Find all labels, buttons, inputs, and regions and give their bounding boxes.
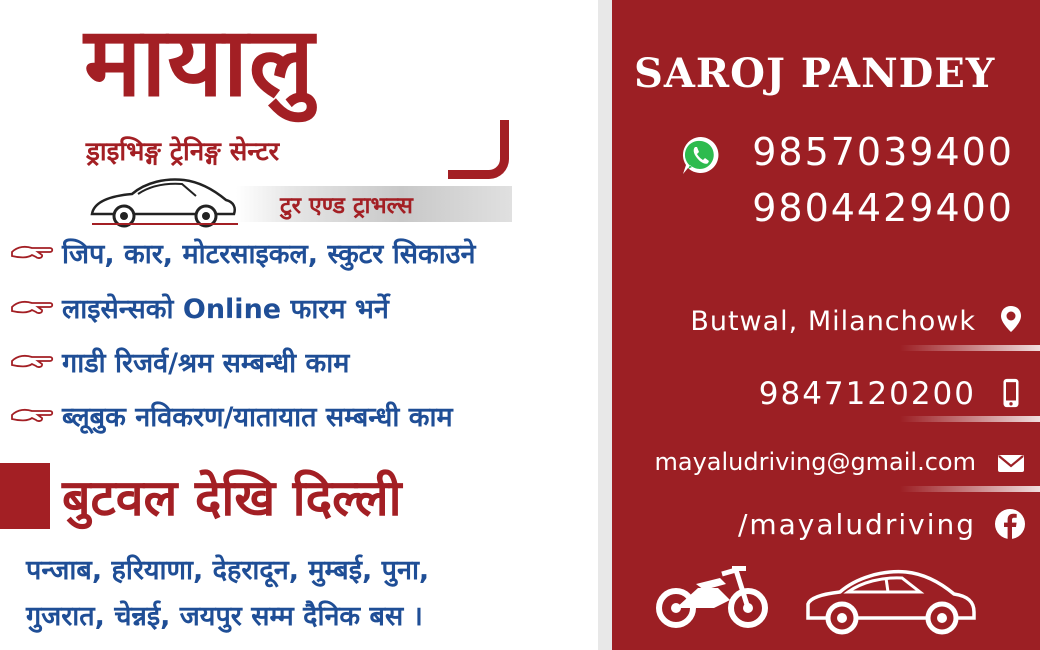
pointing-hand-icon — [10, 405, 54, 425]
location-text: Butwal, Milanchowk — [690, 306, 976, 337]
motorbike-icon — [656, 560, 768, 630]
mobile-number[interactable]: 9847120200 — [758, 376, 976, 412]
divider-fade — [900, 416, 1040, 422]
brand-subtitle: ड्राइभिङ्ग ट्रेनिङ्ग सेन्टर — [86, 137, 280, 167]
route-cities-line2: गुजरात, चेन्नई, जयपुर सम्म दैनिक बस । — [26, 601, 423, 632]
phone-number-2[interactable]: 9804429400 — [752, 186, 1014, 230]
pointing-hand-icon — [10, 242, 54, 262]
pointing-hand-icon — [10, 351, 54, 371]
tour-text: टुर एण्ड ट्राभल्स — [280, 193, 413, 219]
envelope-icon — [996, 448, 1026, 478]
route-cities-line1: पन्जाब, हरियाणा, देहरादून, मुम्बई, पुना, — [26, 555, 430, 586]
person-name: SAROJ PANDEY — [634, 50, 996, 97]
divider-fade — [900, 486, 1040, 492]
brand-hook-decoration — [448, 120, 509, 179]
car-logo-icon — [88, 172, 238, 230]
pointing-hand-icon — [10, 297, 54, 317]
email-address[interactable]: mayaludriving@gmail.com — [654, 448, 976, 476]
service-text: ब्लूबुक नविकरण/यातायात सम्बन्धी काम — [62, 402, 453, 433]
service-text: गाडी रिजर्व/श्रम सम्बन्धी काम — [62, 348, 350, 379]
brand-title: मायालु — [84, 6, 315, 118]
route-accent-bar — [0, 463, 50, 529]
facebook-icon — [994, 508, 1026, 540]
location-pin-icon — [996, 304, 1026, 334]
panel-divider — [598, 0, 612, 650]
route-title: बुटवल देखि दिल्ली — [62, 469, 402, 527]
whatsapp-icon — [680, 134, 722, 176]
car-icon — [802, 564, 978, 636]
facebook-handle[interactable]: /mayaludriving — [737, 508, 976, 541]
mobile-phone-icon — [996, 378, 1026, 408]
phone-number-1[interactable]: 9857039400 — [752, 130, 1014, 174]
right-panel — [612, 0, 1040, 650]
service-text: लाइसेन्सको Online फारम भर्ने — [62, 294, 389, 325]
service-text: जिप, कार, मोटरसाइकल, स्कुटर सिकाउने — [62, 239, 476, 270]
divider-fade — [900, 345, 1040, 351]
